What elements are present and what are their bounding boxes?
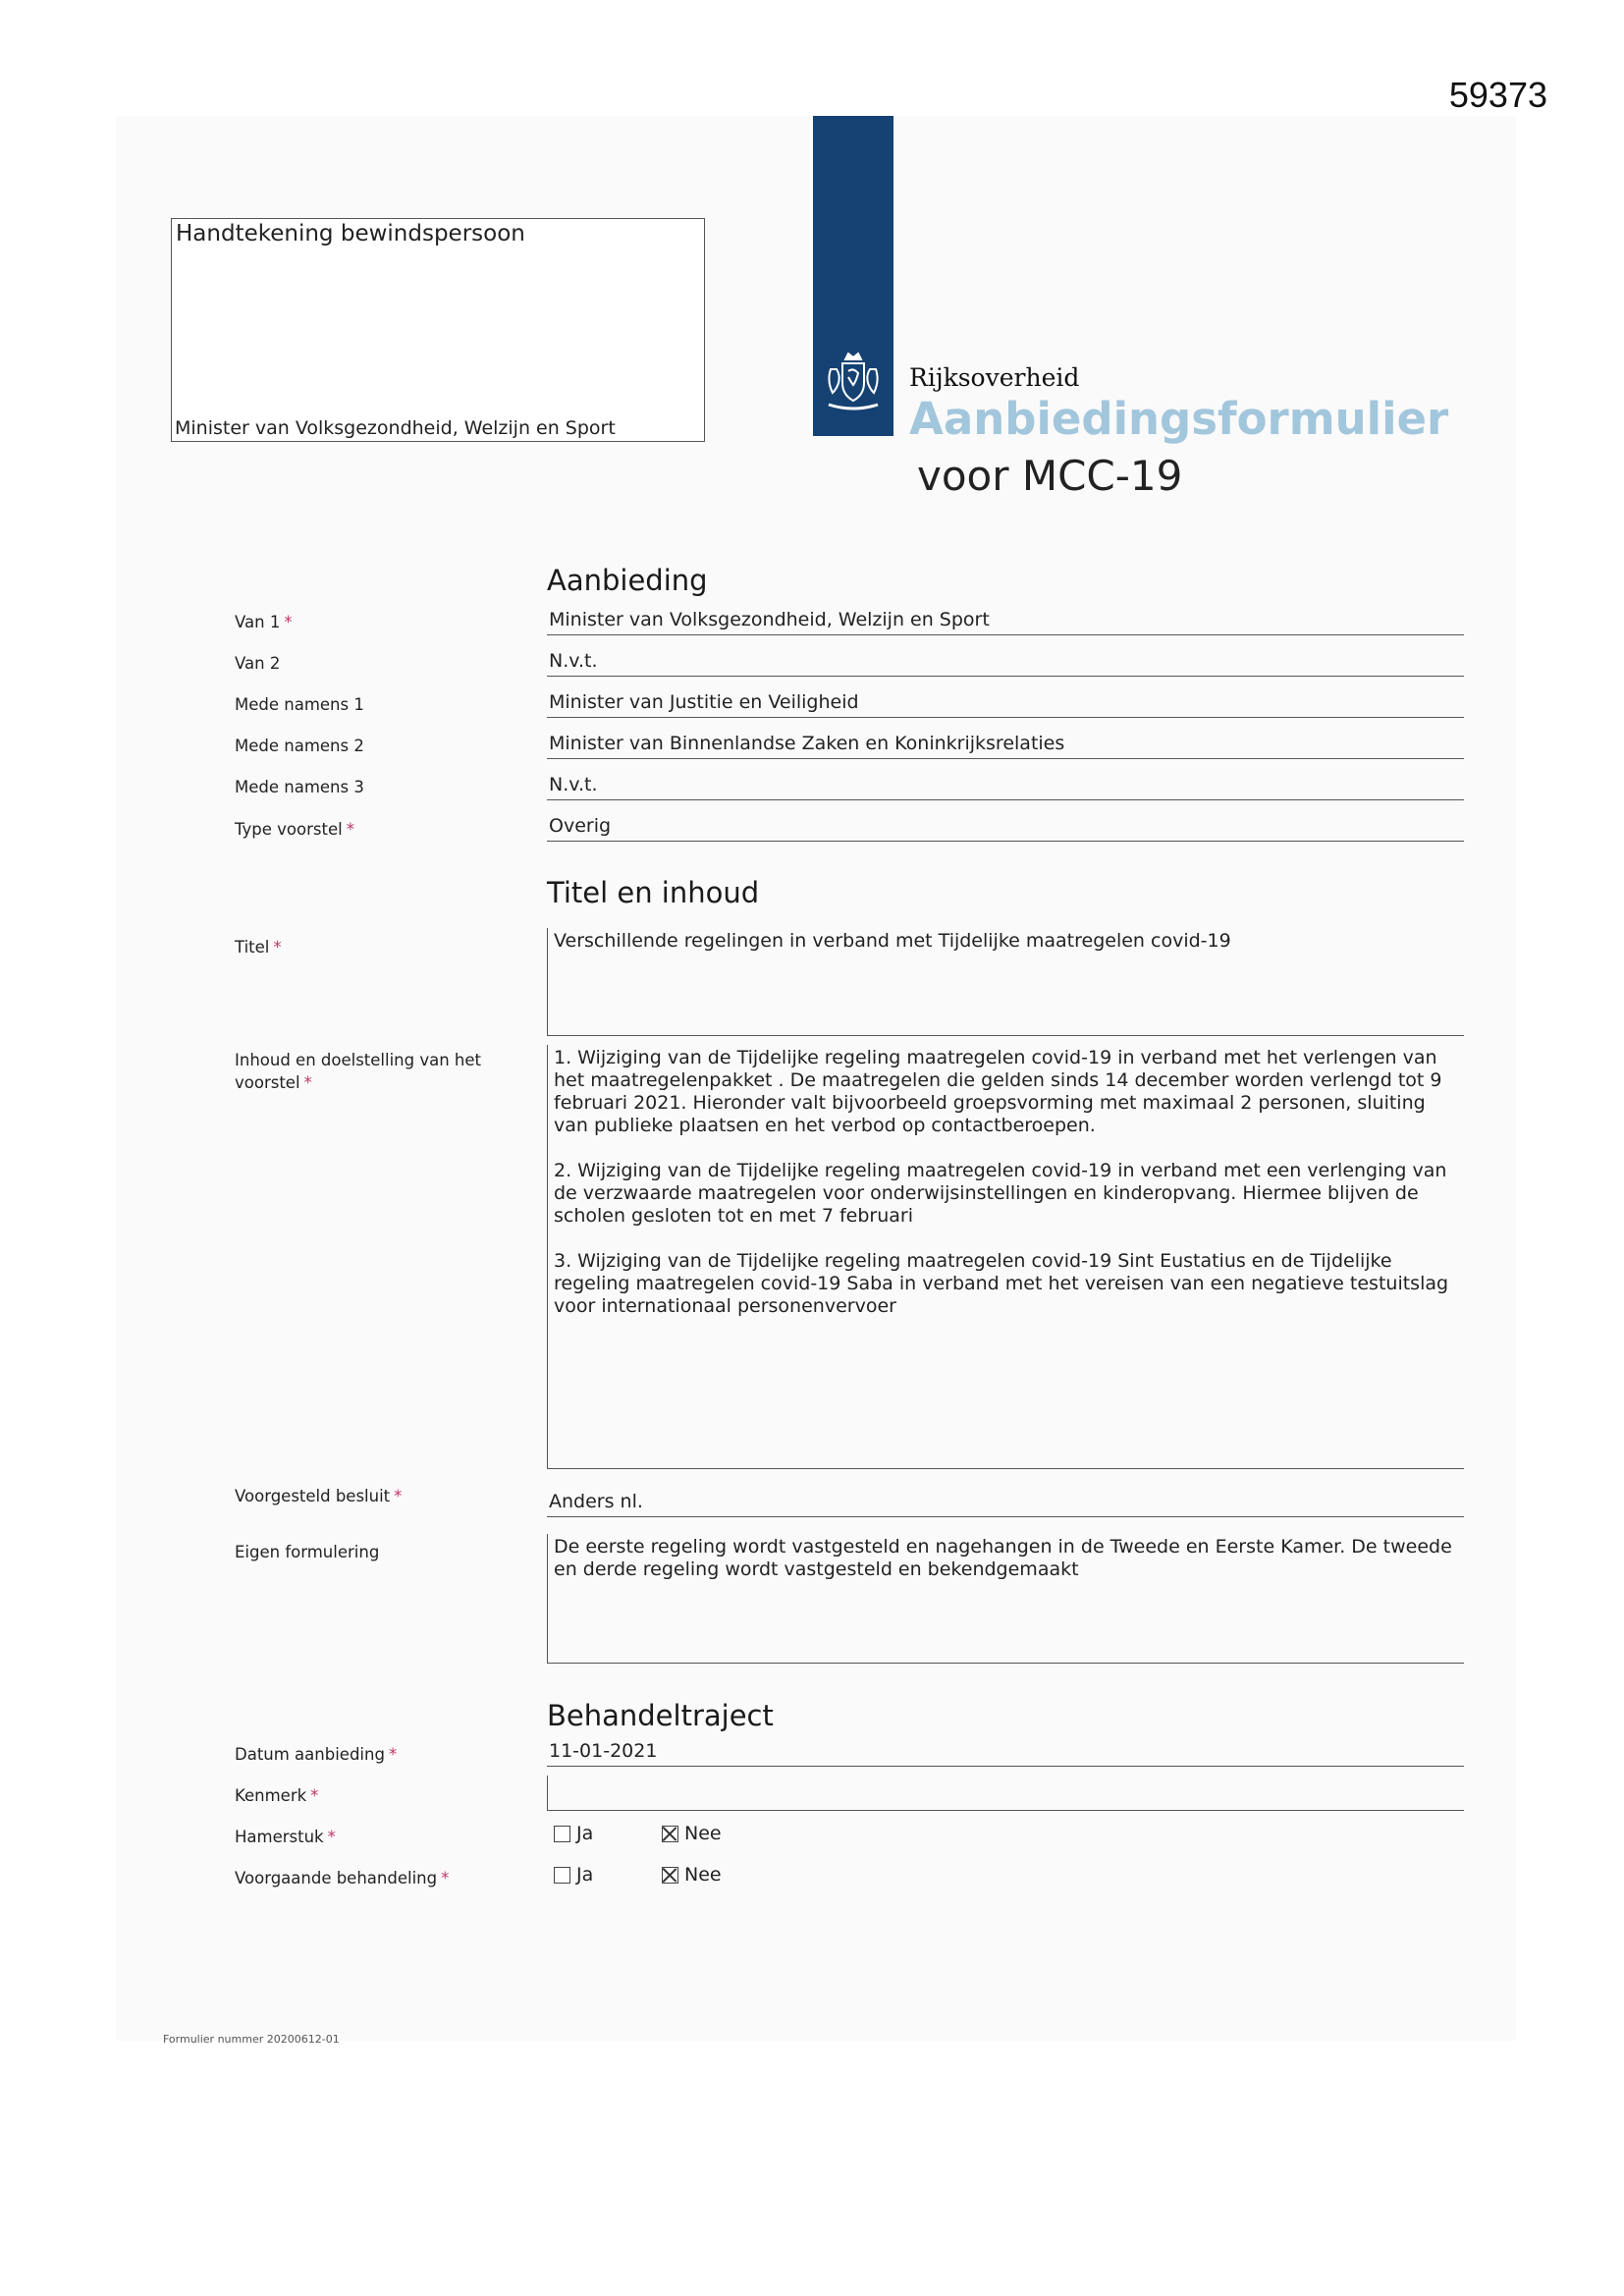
van1-label: Van 1 * [235, 613, 293, 631]
kenmerk-field[interactable] [547, 1776, 1464, 1811]
checked-box-icon [662, 1867, 678, 1884]
doelstelling-paragraph-3: 3. Wijziging van de Tijdelijke regeling maatregelen covid-19 Sint Eustatius en de Tijdelijke regeling maatregelen covid-19 Saba in verband met het vereisen van een negatieve testuitslag voor internationaal personenvervoer [554, 1250, 1449, 1317]
formulering-label: Eigen formulering [235, 1543, 380, 1561]
mede2-label: Mede namens 2 [235, 737, 364, 755]
unchecked-box-icon [554, 1867, 570, 1884]
mede2-field[interactable]: Minister van Binnenlandse Zaken en Koninkrijksrelaties [547, 733, 1464, 759]
signature-box-title: Handtekening bewindspersoon [176, 221, 525, 246]
kenmerk-label: Kenmerk * [235, 1786, 319, 1805]
type-voorstel-field[interactable]: Overig [547, 815, 1464, 842]
section-aanbieding: Aanbieding [547, 564, 708, 597]
hamerstuk-nee-checkbox[interactable]: Nee [662, 1823, 722, 1844]
doelstelling-label: Inhoud en doelstelling van het voorstel * [235, 1051, 482, 1092]
van2-label: Van 2 [235, 654, 281, 673]
mede3-label: Mede namens 3 [235, 778, 364, 796]
rijksoverheid-logo-bar [813, 116, 893, 436]
besluit-field[interactable]: Anders nl. [547, 1491, 1464, 1517]
titel-label: Titel * [235, 938, 282, 957]
form-subtitle: voor MCC-19 [917, 452, 1183, 500]
doelstelling-paragraph-1: 1. Wijziging van de Tijdelijke regeling maatregelen covid-19 in verband met het verlengen van het maatregelenpakket . De maatregelen die gelden sinds 14 december worden verlengd tot 9 februari 2021. Hieronder valt bijvoorbeeld groepsvorming met maximaal 2 personen, sluiting van publieke plaatsen en het verbod op contactberoepen. [554, 1047, 1442, 1136]
unchecked-box-icon [554, 1826, 570, 1842]
mede3-field[interactable]: N.v.t. [547, 774, 1464, 800]
van1-field[interactable]: Minister van Volksgezondheid, Welzijn en Sport [547, 609, 1464, 635]
mede1-field[interactable]: Minister van Justitie en Veiligheid [547, 691, 1464, 718]
voorgaande-label: Voorgaande behandeling * [235, 1869, 450, 1887]
doelstelling-paragraph-2: 2. Wijziging van de Tijdelijke regeling maatregelen covid-19 in verband met een verlenging van de verzwaarde maatregelen voor onderwijsinstellingen en kinderopvang. Hiermee blijven de scholen gesloten tot en met 7 februari [554, 1160, 1447, 1227]
voorgaande-ja-checkbox[interactable]: Ja [554, 1864, 593, 1886]
section-behandeltraject: Behandeltraject [547, 1699, 774, 1732]
mede1-label: Mede namens 1 [235, 695, 364, 714]
besluit-label: Voorgesteld besluit * [235, 1487, 403, 1505]
doelstelling-field[interactable] [547, 1045, 1464, 1469]
van2-field[interactable]: N.v.t. [547, 650, 1464, 677]
formulering-field[interactable]: De eerste regeling wordt vastgesteld en nagehangen in de Tweede en Eerste Kamer. De tweede en derde regeling wordt vastgesteld en bekendgemaakt [547, 1534, 1464, 1664]
signature-box-footer: Minister van Volksgezondheid, Welzijn en Sport [175, 417, 616, 439]
document-number: 59373 [1448, 75, 1547, 115]
titel-field[interactable]: Verschillende regelingen in verband met Tijdelijke maatregelen covid-19 [547, 928, 1464, 1036]
crest-icon [819, 348, 888, 416]
voorgaande-nee-checkbox[interactable]: Nee [662, 1864, 722, 1886]
org-name: Rijksoverheid [909, 363, 1080, 392]
signature-box [171, 218, 705, 442]
form-title: Aanbiedingsformulier [909, 393, 1449, 445]
form-number: Formulier nummer 20200612-01 [163, 2033, 340, 2046]
hamerstuk-label: Hamerstuk * [235, 1828, 336, 1846]
section-titel-inhoud: Titel en inhoud [547, 876, 760, 909]
datum-field[interactable]: 11-01-2021 [547, 1740, 1464, 1767]
type-voorstel-label: Type voorstel * [235, 820, 354, 839]
checked-box-icon [662, 1826, 678, 1842]
datum-label: Datum aanbieding * [235, 1745, 398, 1764]
hamerstuk-ja-checkbox[interactable]: Ja [554, 1823, 593, 1844]
